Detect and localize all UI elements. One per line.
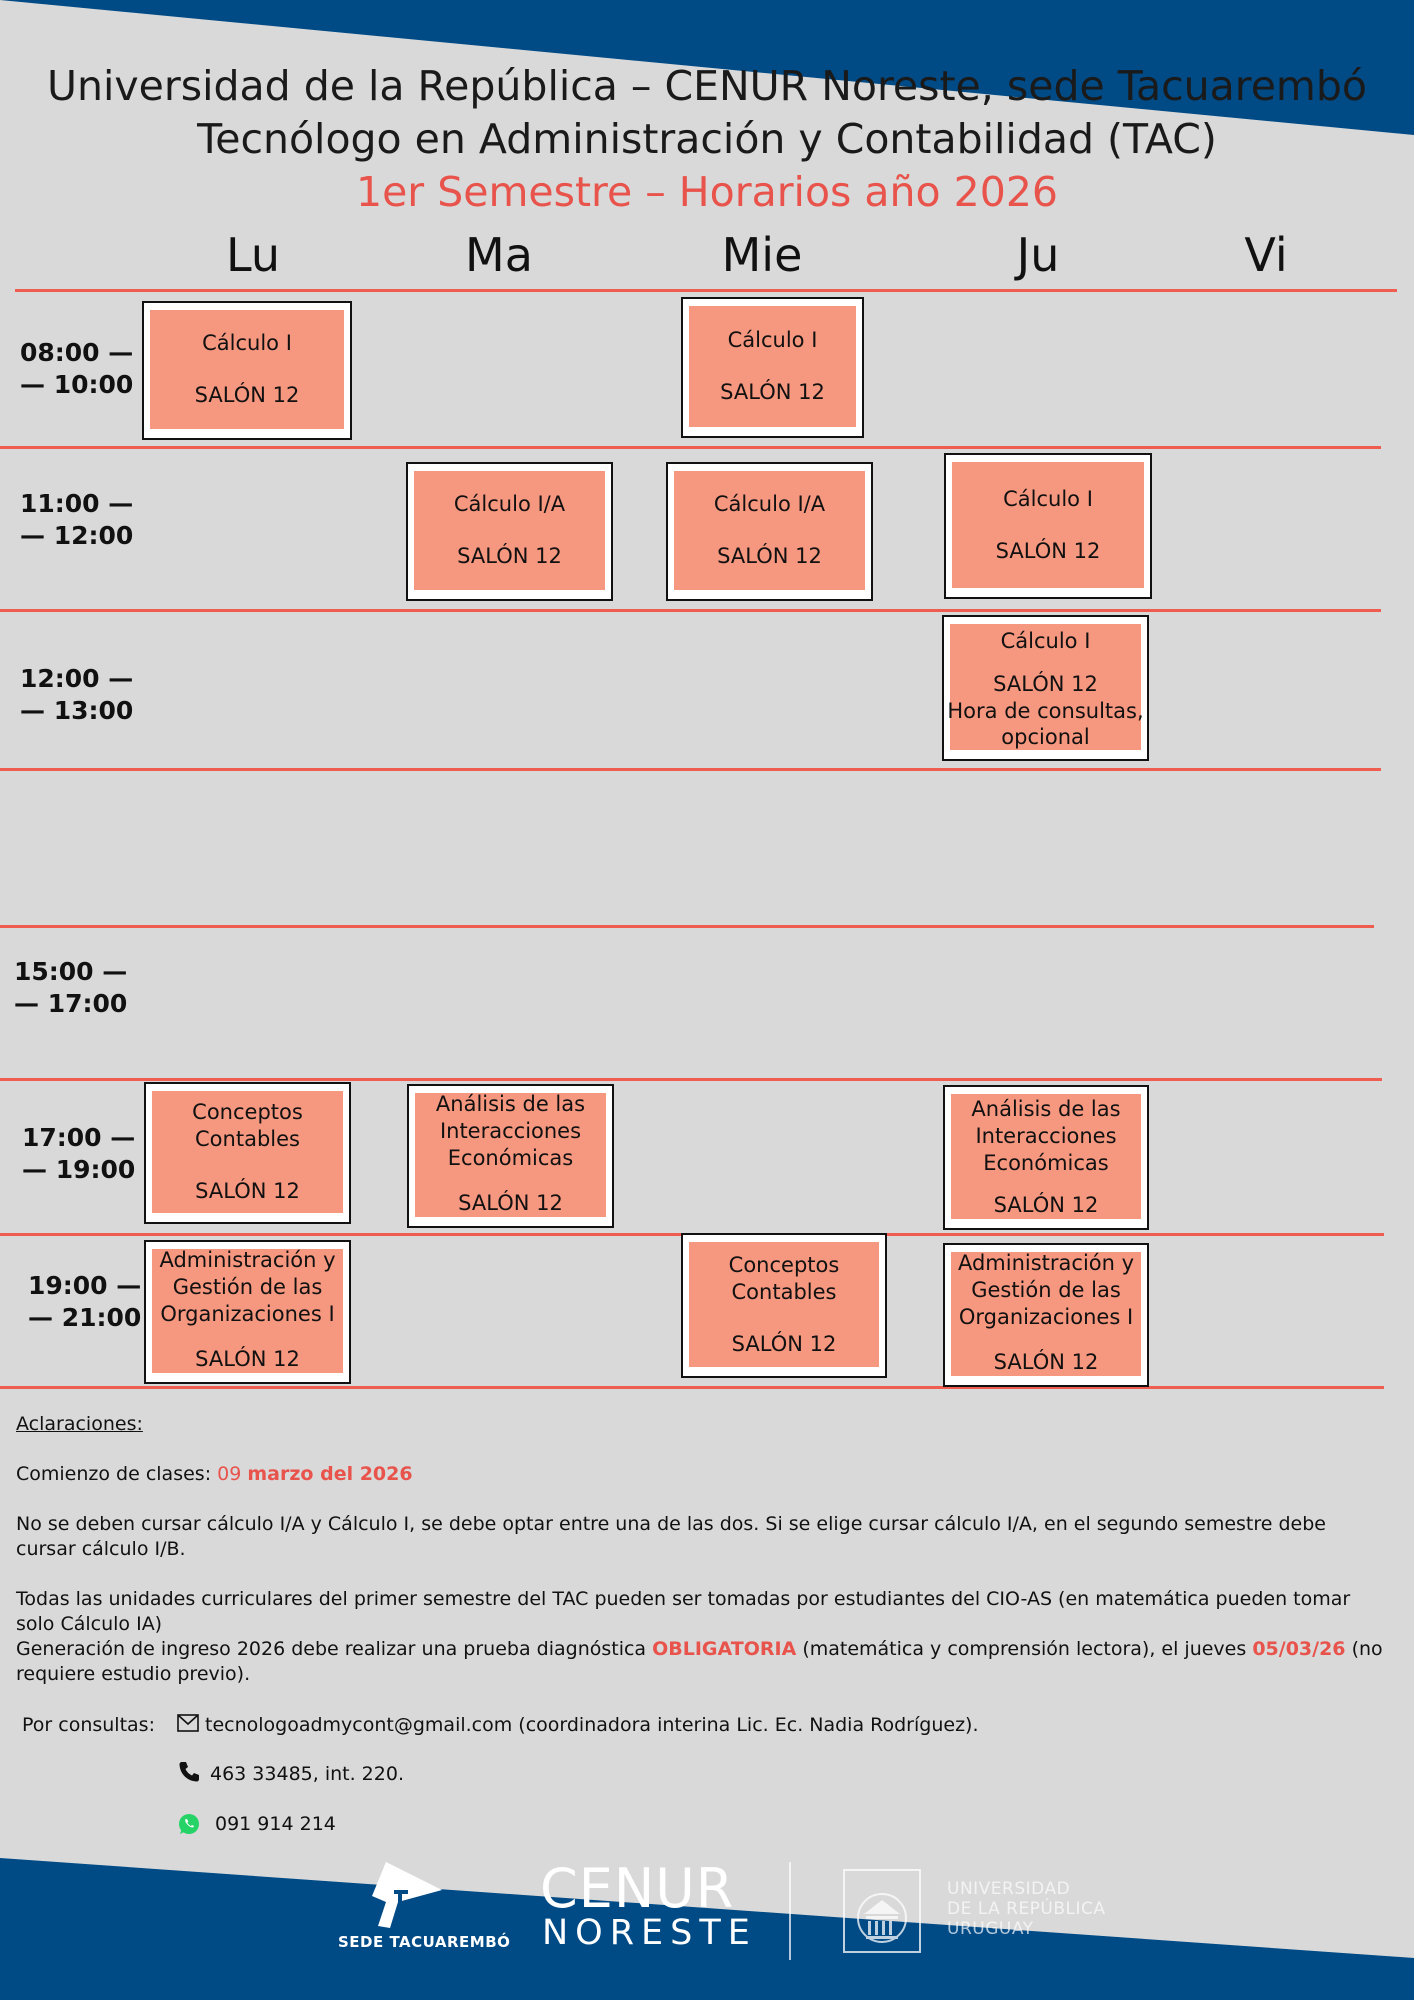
cenur-label: CENUR [540,1857,735,1920]
row-divider [0,609,1381,612]
consultation-note: Hora de consultas, opcional [947,699,1144,749]
day-header-ma: Ma [465,228,533,282]
time-slot-1900 [28,1270,141,1334]
contact-label: Por consultas: [22,1714,155,1736]
class-block-thu-1900[interactable] [943,1243,1149,1387]
course-name: Análisis de las Interacciones Económicas [435,1092,586,1170]
day-header-ju: Ju [1016,228,1060,282]
class-block-mon-1900[interactable] [144,1240,351,1384]
day-header-vi: Vi [1244,228,1288,282]
course-name: Análisis de las Interacciones Económicas [971,1097,1121,1175]
mail-icon [177,1714,199,1736]
class-block-wed-1900[interactable] [681,1233,887,1378]
start-label: Comienzo de clases: [16,1463,212,1485]
contact-email[interactable]: tecnologoadmycont@gmail.com (coordinadora interina Lic. Ec. Nadia Rodríguez). [205,1714,979,1736]
room-label: SALÓN 12 [195,1179,300,1203]
course-name: Cálculo I [1003,486,1093,511]
row-divider [0,768,1381,771]
diagnostic-text: Generación de ingreso 2026 debe realizar una prueba diagnóstica [16,1638,647,1660]
time-start: 08:00 — [20,338,134,367]
udelar-line-1: UNIVERSIDAD [947,1879,1071,1899]
day-header-mie: Mie [721,228,803,282]
course-name: Cálculo I [727,328,818,352]
course-name: Administración y Gestión de las Organizaciones I [957,1251,1135,1329]
time-slot-1200 [20,663,133,727]
start-date-note [16,1462,1391,1487]
udelar-line-2: DE LA REPÚBLICA [947,1899,1106,1919]
sede-label: SEDE TACUAREMBÓ [338,1933,511,1951]
course-name: Cálculo I [202,331,292,355]
time-start: 17:00 — [22,1123,136,1152]
time-slot-1100 [20,488,133,552]
class-block-tue-1100[interactable] [406,462,613,601]
room-label: SALÓN 12 [717,544,822,568]
class-block-thu-1700[interactable] [943,1085,1149,1230]
sede-logo-icon [370,1860,450,1934]
room-label: SALÓN 12 [457,544,562,568]
row-divider [15,289,1397,292]
time-start: 19:00 — [28,1271,142,1300]
diagnostic-date: 05/03/26 [1252,1638,1346,1660]
course-name: Conceptos Contables [728,1252,840,1304]
time-start: 15:00 — [14,957,128,986]
class-block-mon-0800[interactable] [142,301,352,440]
university-title: Universidad de la República – CENUR Noreste, sede Tacuarembó [47,62,1367,110]
noreste-label: NORESTE [542,1913,757,1953]
class-block-thu-1200[interactable] [942,615,1149,761]
room-label: SALÓN 12 [458,1191,563,1215]
time-slot-0800 [20,337,133,401]
mandatory-label: OBLIGATORIA [652,1638,797,1660]
notes-heading-text: Aclaraciones [16,1413,137,1435]
course-name: Conceptos Contables [192,1100,303,1151]
room-label: SALÓN 12 [993,672,1098,696]
diagnostic-text-3: (no requiere estudio previo). [16,1638,1383,1685]
class-block-wed-0800[interactable] [681,297,864,438]
room-label: SALÓN 12 [195,1347,300,1371]
contact-whatsapp[interactable]: 091 914 214 [215,1813,336,1835]
class-block-thu-1100[interactable] [944,453,1152,599]
diagnostic-note [16,1637,1391,1687]
room-label: SALÓN 12 [995,538,1101,563]
notes-heading: Aclaraciones: [16,1413,143,1435]
cio-note: Todas las unidades curriculares del primer semestre del TAC pueden ser tomadas por estudiantes del CIO-AS (en matemática pueden tomar solo Cálculo IA) [16,1588,1351,1635]
udelar-seal-icon [842,1868,922,1958]
row-divider [0,925,1374,928]
time-end: — 17:00 [14,989,128,1018]
logo-divider [789,1862,791,1960]
room-label: SALÓN 12 [993,1350,1099,1374]
course-name: Cálculo I [1000,629,1091,653]
start-month-year: marzo del 2026 [247,1463,413,1485]
class-block-wed-1100[interactable] [666,462,873,601]
row-divider [0,1078,1382,1081]
class-block-tue-1700[interactable] [407,1084,614,1228]
time-end: — 21:00 [28,1303,142,1332]
room-label: SALÓN 12 [194,383,300,407]
time-end: — 10:00 [20,370,134,399]
room-label: SALÓN 12 [720,380,825,404]
semester-title: 1er Semestre – Horarios año 2026 [356,168,1058,216]
room-label: SALÓN 12 [993,1193,1099,1217]
row-divider [0,1386,1384,1389]
time-end: — 19:00 [22,1155,136,1184]
time-end: — 13:00 [20,696,134,725]
day-header-lu: Lu [226,228,280,282]
calculus-note: No se deben cursar cálculo I/A y Cálculo I, se debe optar entre una de las dos. Si se elige cursar cálculo I/A, en el segundo semestre debe cursar cálculo I/B. [16,1513,1326,1560]
start-day: 09 [217,1463,242,1485]
udelar-line-3: URUGUAY [947,1919,1034,1939]
time-start: 11:00 — [20,489,134,518]
row-divider [0,446,1381,449]
time-end: — 12:00 [20,521,134,550]
room-label: SALÓN 12 [731,1331,837,1356]
course-name: Cálculo I/A [453,492,566,516]
course-name: Administración y Gestión de las Organizaciones I [159,1248,336,1326]
program-title: Tecnólogo en Administración y Contabilidad (TAC) [197,115,1217,163]
class-block-mon-1700[interactable] [144,1082,351,1224]
time-slot-1500 [14,956,127,1020]
udelar-label [947,1879,1106,1939]
whatsapp-icon [177,1812,201,1840]
time-start: 12:00 — [20,664,134,693]
phone-icon [177,1760,201,1788]
diagnostic-text-2: (matemática y comprensión lectora), el jueves [802,1638,1247,1660]
contact-phone[interactable]: 463 33485, int. 220. [210,1763,404,1785]
course-name: Cálculo I/A [713,492,826,516]
time-slot-1700 [22,1122,135,1186]
